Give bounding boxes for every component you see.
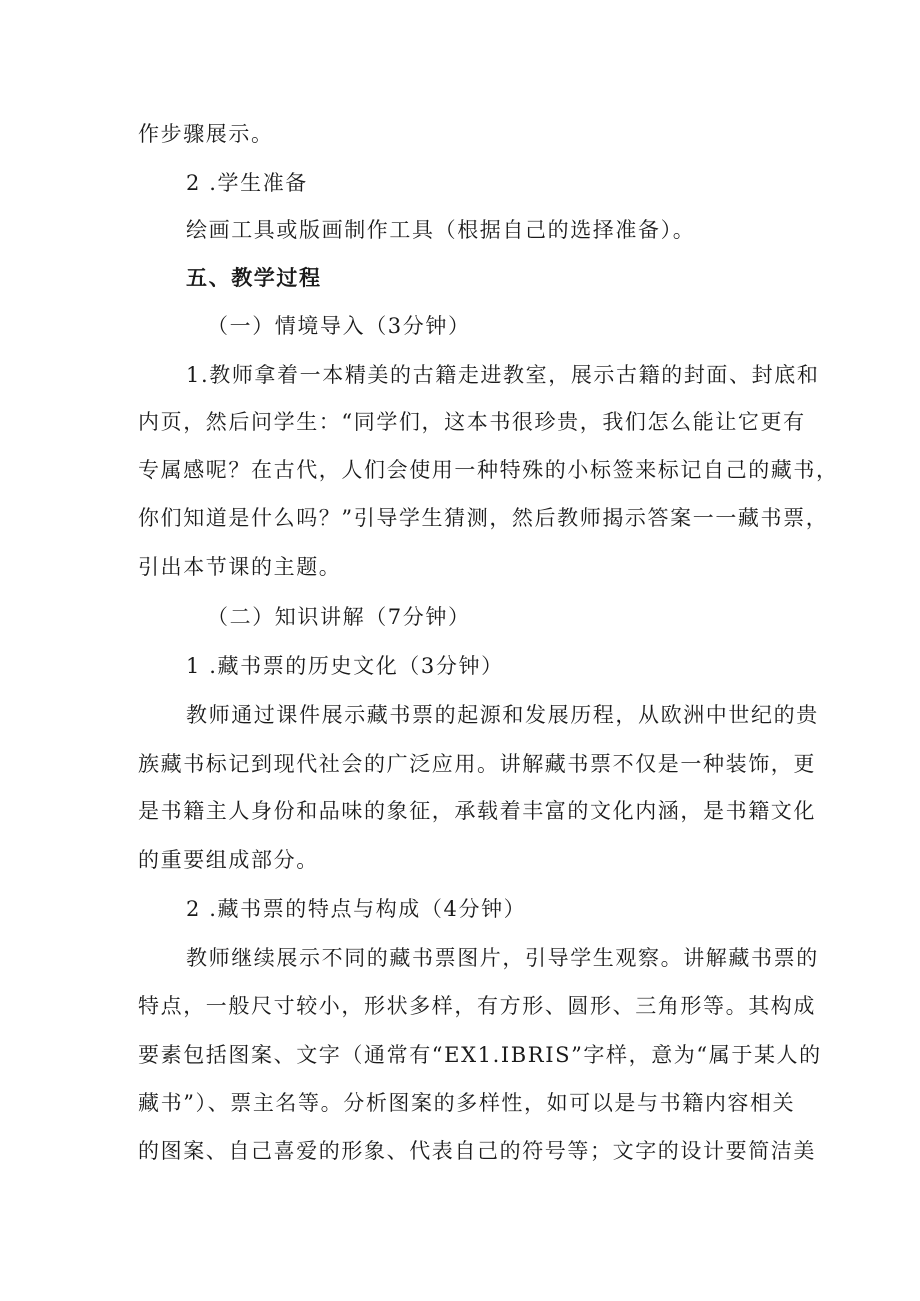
text-line: 教师继续展示不同的藏书票图片，引导学生观察。讲解藏书票的 xyxy=(186,946,819,970)
text-line: 1.教师拿着一本精美的古籍走进教室，展示古籍的封面、封底和 xyxy=(186,363,820,387)
subsection-heading: （二）知识讲解（7分钟） xyxy=(207,605,471,629)
text-line: 特点，一般尺寸较小，形状多样，有方形、圆形、三角形等。其构成 xyxy=(138,994,816,1018)
section-item-heading: 1 .藏书票的历史文化（3分钟） xyxy=(186,654,504,678)
text-line: 作步骤展示。 xyxy=(138,122,274,146)
text-line: 藏书”）、票主名等。分析图案的多样性，如可以是与书籍内容相关 xyxy=(138,1091,796,1115)
text-line: 的重要组成部分。 xyxy=(138,848,319,872)
text-line: 你们知道是什么吗？”引导学生猜测，然后教师揭示答案一一藏书票， xyxy=(138,506,829,530)
text-line: 的图案、自己喜爱的形象、代表自己的符号等；文字的设计要简洁美 xyxy=(138,1139,816,1163)
text-line: 教师通过课件展示藏书票的起源和发展历程，从欧洲中世纪的贵 xyxy=(186,703,819,727)
section-item-heading: 2 .学生准备 xyxy=(186,171,308,195)
text-line: 是书籍主人身份和品味的象征，承载着丰富的文化内涵，是书籍文化 xyxy=(138,799,816,823)
section-item-heading: 2 .藏书票的特点与构成（4分钟） xyxy=(186,897,527,921)
text-line: 要素包括图案、文字（通常有“EX1.IBRIS”字样，意为“属于某人的 xyxy=(138,1043,822,1067)
text-line: 引出本节课的主题。 xyxy=(138,555,342,579)
section-heading: 五、教学过程 xyxy=(186,265,322,290)
text-line: 族藏书标记到现代社会的广泛应用。讲解藏书票不仅是一种装饰，更 xyxy=(138,752,816,776)
text-line: 专属感呢？在古代，人们会使用一种特殊的小标签来标记自己的藏书， xyxy=(138,458,839,482)
subsection-heading: （一）情境导入（3分钟） xyxy=(207,314,471,338)
text-line: 内页，然后问学生：“同学们，这本书很珍贵，我们怎么能让它更有 xyxy=(138,410,806,434)
text-line: 绘画工具或版画制作工具（根据自己的选择准备）。 xyxy=(186,218,696,242)
